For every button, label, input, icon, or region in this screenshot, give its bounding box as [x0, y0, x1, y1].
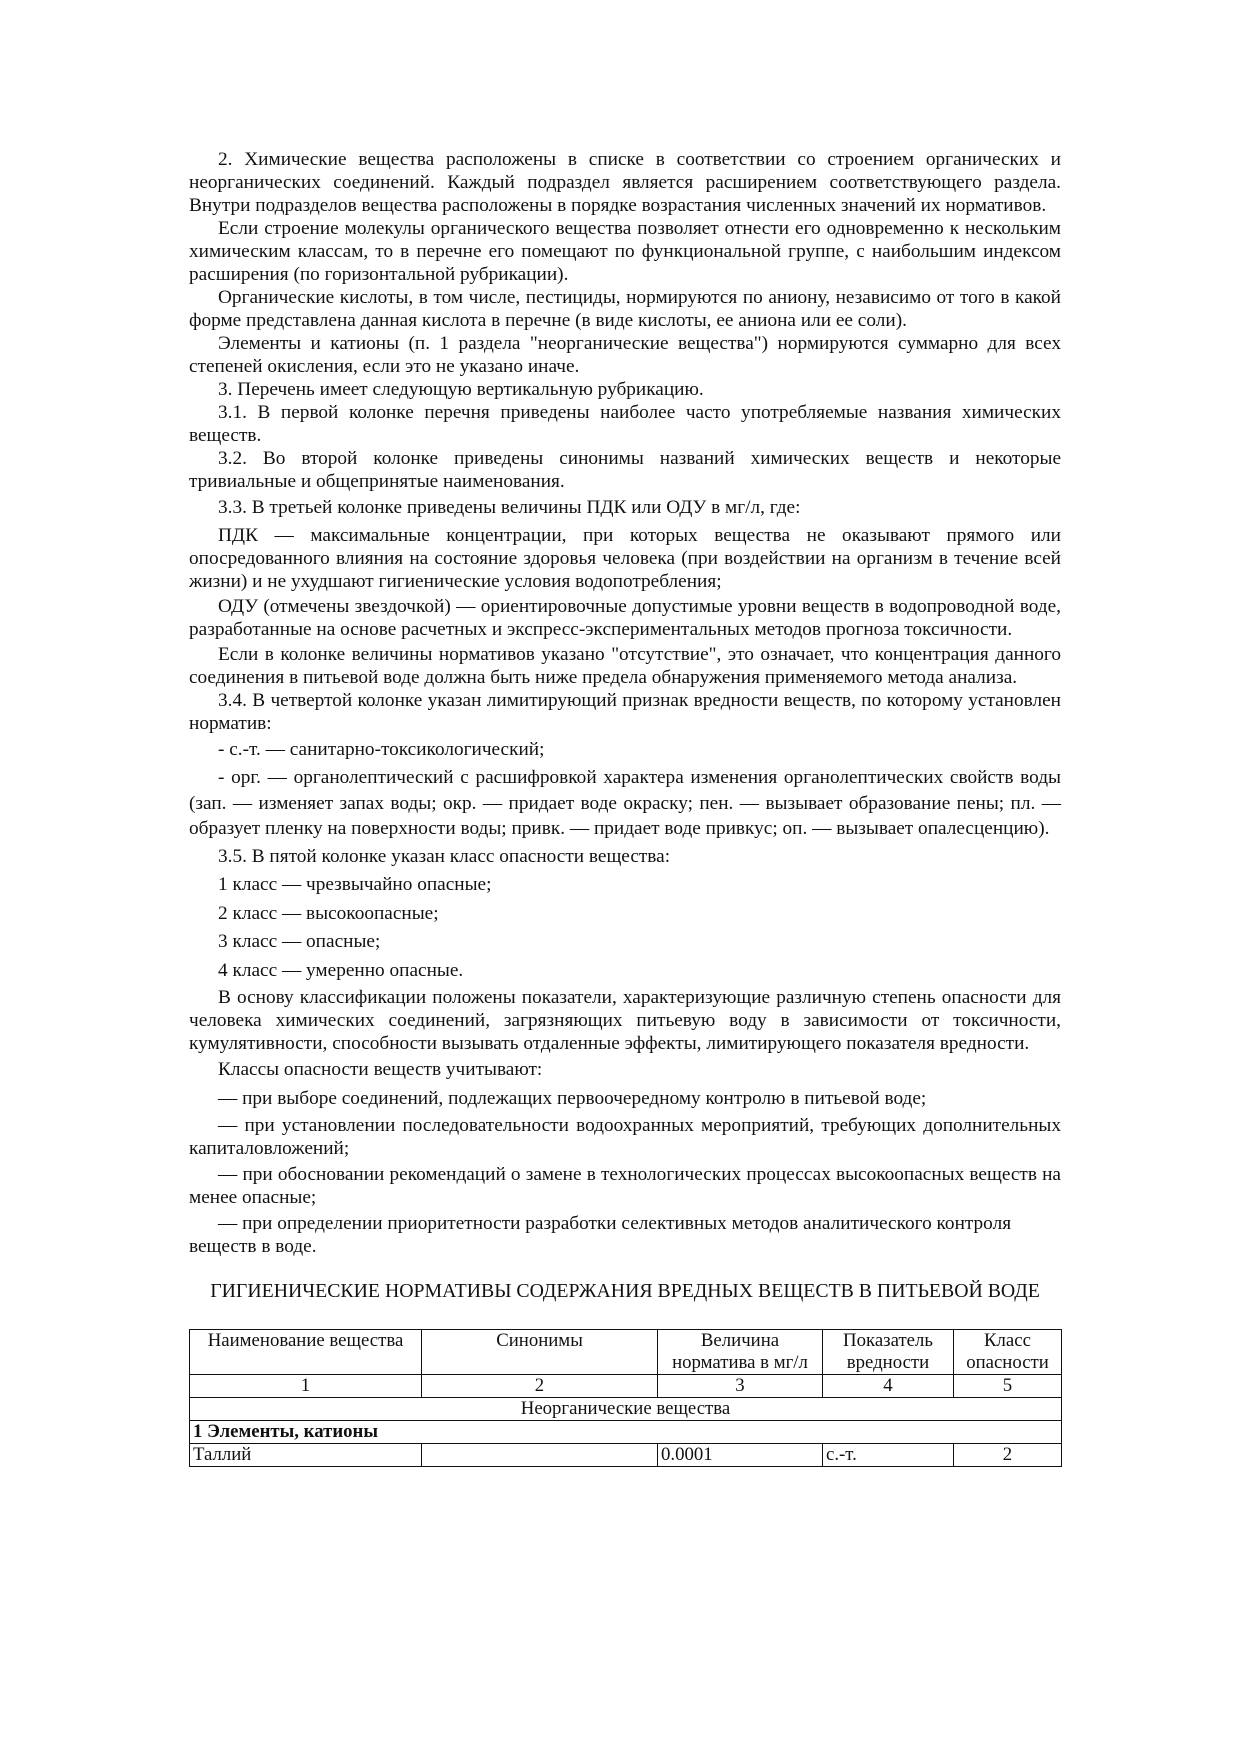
column-number-cell: 3 [658, 1375, 823, 1398]
header-cell: Класс опасности [954, 1330, 1062, 1375]
paragraph: 3.4. В четвертой колонке указан лимитирующий признак вредности веществ, по которому установлен норматив: [189, 689, 1061, 734]
header-cell: Величина норматива в мг/л [658, 1330, 823, 1375]
paragraph: 1 класс — чрезвычайно опасные; [218, 874, 492, 895]
paragraph: 3 класс — опасные; [218, 931, 381, 952]
paragraph: 3.3. В третьей колонке приведены величины ПДК или ОДУ в мг/л, где: [218, 497, 801, 518]
column-number-cell: 5 [954, 1375, 1062, 1398]
paragraph: 3.5. В пятой колонке указан класс опасности вещества: [218, 845, 671, 867]
paragraph: 3. Перечень имеет следующую вертикальную рубрикацию. [218, 379, 704, 400]
paragraph: — при выборе соединений, подлежащих первоочередному контролю в питьевой воде; [218, 1087, 927, 1109]
synonyms-cell [422, 1444, 658, 1467]
paragraph: Если строение молекулы органического вещества позволяет отнести его одновременно к нескольким химическим классам, то в перечне его помещают по функциональной группе, с наибольшим индексом расширения (по горизонтальной рубрикации). [189, 218, 1061, 285]
column-number-row [190, 1375, 1062, 1398]
document-page [189, 148, 1061, 1467]
paragraph: - с.-т. — санитарно-токсикологический; [218, 738, 545, 760]
header-cell: Показатель вредности [823, 1330, 954, 1375]
table-title: ГИГИЕНИЧЕСКИЕ НОРМАТИВЫ СОДЕРЖАНИЯ ВРЕДНЫХ ВЕЩЕСТВ В ПИТЬЕВОЙ ВОДЕ [210, 1280, 1040, 1302]
table-row [190, 1444, 1062, 1467]
column-number-cell: 2 [422, 1375, 658, 1398]
paragraph: — при определении приоритетности разработки селективных методов аналитического контроля веществ в воде. [189, 1213, 1012, 1257]
norm-value-cell: 0.0001 [658, 1444, 823, 1467]
paragraph: Если в колонке величины нормативов указано "отсутствие", это означает, что концентрация данного соединения в питьевой воде должна быть ниже предела обнаружения применяемого метода анализа. [189, 643, 1061, 688]
paragraph: Органические кислоты, в том числе, пестициды, нормируются по аниону, независимо от того в какой форме представлена данная кислота в перечне (в виде кислоты, ее аниона или ее соли). [189, 287, 1061, 331]
paragraph: - орг. — органолептический с расшифровкой характера изменения органолептических свойств воды (зап. — изменяет запах воды; окр. — придает воде окраску; пен. — вызывает образование пены; пл. — образует пленку на поверхности воды; привк. — придает воде привкус; оп. — вызывает опалесценцию). [189, 767, 1061, 839]
harm-indicator-cell: с.-т. [823, 1444, 954, 1467]
paragraph: 4 класс — умеренно опасные. [218, 959, 464, 981]
paragraph: 2. Химические вещества расположены в списке в соответствии со строением органических и неорганических соединений. Каждый подраздел является расширением соответствующего раздела. Внутри подразделов вещества расположены в порядке возрастания численных значений их нормативов. [189, 149, 1061, 216]
paragraph: В основу классификации положены показатели, характеризующие различную степень опасности для человека химических соединений, загрязняющих питьевую воду в зависимости от токсичности, кумулятивности, способности вызывать отдаленные эффекты, лимитирующего показателя вредности. [189, 987, 1061, 1054]
paragraph: — при обосновании рекомендаций о замене в технологических процессах высокоопасных веществ на менее опасные; [189, 1164, 1061, 1208]
paragraph: 3.1. В первой колонке перечня приведены наиболее часто употребляемые названия химических веществ. [189, 402, 1061, 446]
header-cell: Синонимы [422, 1330, 658, 1375]
norms-table [189, 1329, 1062, 1467]
section-row [190, 1398, 1062, 1421]
paragraph: ОДУ (отмечены звездочкой) — ориентировочные допустимые уровни веществ в водопроводной воде, разработанные на основе расчетных и экспресс-экспериментальных методов прогноза токсичности. [189, 595, 1061, 640]
table-header-row [190, 1330, 1062, 1375]
paragraph: ПДК — максимальные концентрации, при которых вещества не оказывают прямого или опосредованного влияния на состояние здоровья человека (при воздействии на организм в течение всей жизни) и не ухудшают гигиенические условия водопотребления; [189, 524, 1061, 592]
subsection-cell: 1 Элементы, катионы [190, 1421, 1062, 1444]
substance-name-cell: Таллий [190, 1444, 422, 1467]
paragraph: Классы опасности веществ учитывают: [218, 1059, 543, 1080]
column-number-cell: 4 [823, 1375, 954, 1398]
hazard-class-cell: 2 [954, 1444, 1062, 1467]
subsection-row [190, 1421, 1062, 1444]
paragraph: Элементы и катионы (п. 1 раздела "неорганические вещества") нормируются суммарно для всех степеней окисления, если это не указано иначе. [189, 333, 1061, 377]
header-cell: Наименование вещества [190, 1330, 422, 1375]
paragraph: 2 класс — высокоопасные; [218, 902, 439, 924]
column-number-cell: 1 [190, 1375, 422, 1398]
paragraph: 3.2. Во второй колонке приведены синонимы названий химических веществ и некоторые тривиальные и общепринятые наименования. [189, 448, 1061, 492]
section-cell: Неорганические вещества [190, 1398, 1062, 1421]
paragraph: — при установлении последовательности водоохранных мероприятий, требующих дополнительных капиталовложений; [189, 1115, 1061, 1159]
